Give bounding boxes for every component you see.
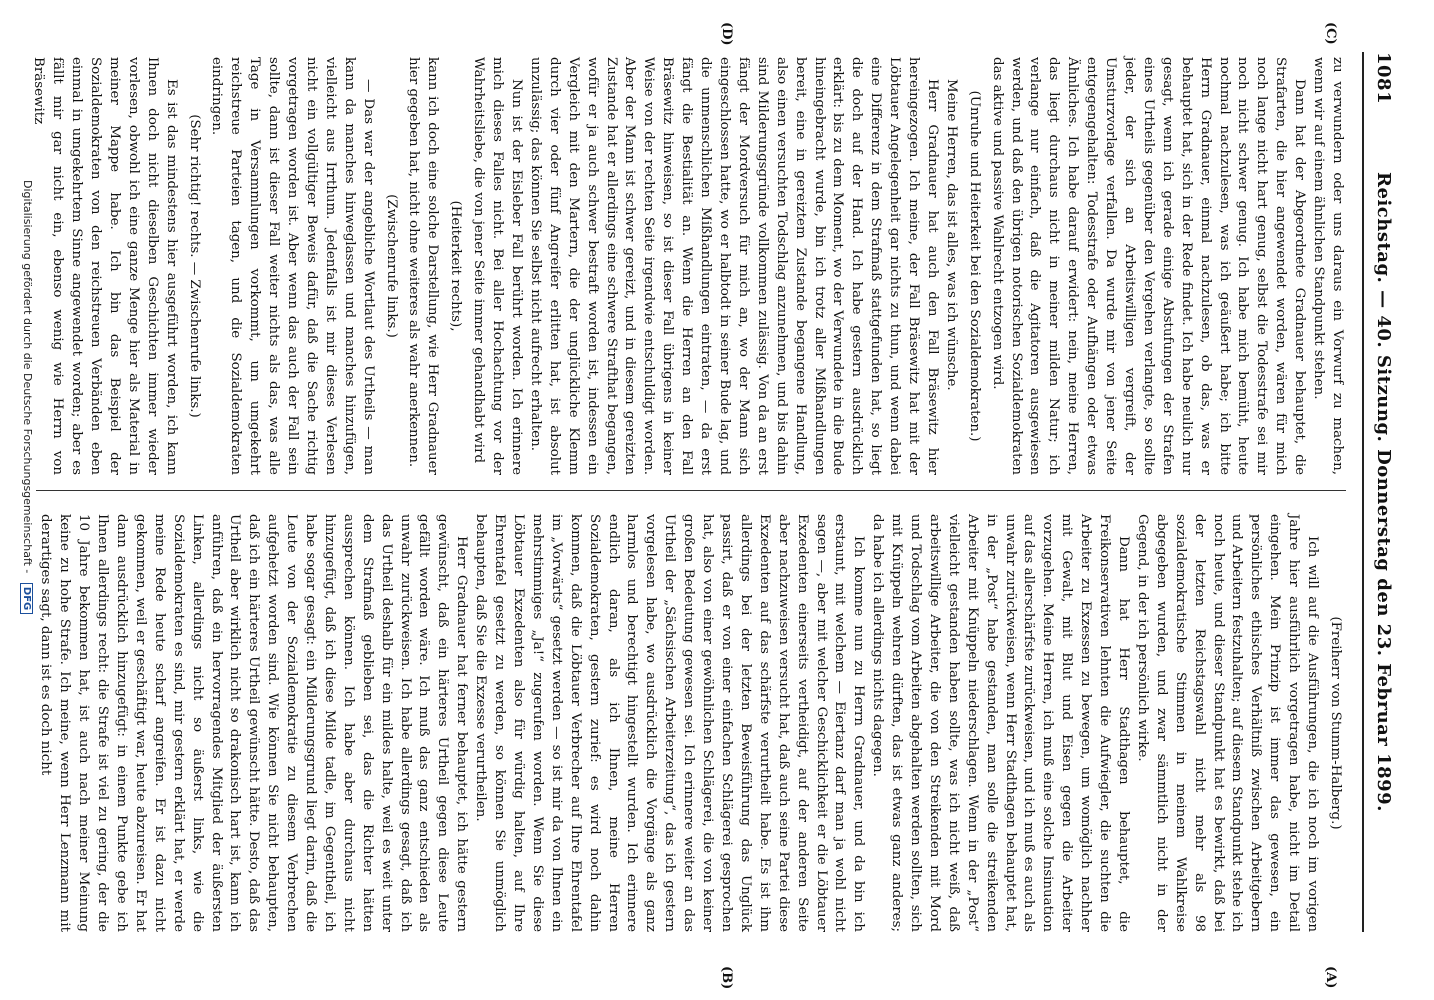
interjection: (Heiterkeit rechts), (448, 200, 464, 332)
paragraph: Ich will auf die Ausführungen, die ich noch im vorigen Jahre hier ausführlich vorgetragen habe, nicht im Detail eingehen. Mein Prinzip ist immer das gewesen, ein persönliches ethisches Verhältniß zwischen Arbeitgebern und Arbeitern festzuhalten; auf diesem Standpunkt stehe ich noch heute, und dieser Standpunkt hat es bewirkt, daß bei der letzten Reichstagswahl nicht mehr als 98 sozialdemokratische Stimmen in meinem Wahlkreise abgegeben wurden, und zwar sämmtlich nicht in der Gegend, in der ich persönlich wirke. (1134, 514, 1321, 932)
paragraph: Ich komme nun zu Herrn Gradnauer, und da bin ich erstaunt, mit welchem — Eiertanz darf man ja wohl nicht sagen —, aber mit welcher Geschicklichkeit er die Löbtauer Exzedenten einerseits vertheidigt, auf der anderen Seite aber nachzuweisen versucht hat, daß auch seine Partei diese Exzedenten auf das schärfste verurtheilt habe. Es ist ihm allerdings bei der letzten Beweisführung das Unglück passirt, daß er von einer einfachen Schlägerei gesprochen hat, also von einer gewöhnlichen Schlägerei, die von keiner großen Bedeutung gewesen sei. Ich erinnere weiter an das Urtheil der „Sächsischen Arbeiterzeitung“, das ich gestern vorgelesen habe, wo ausdrücklich die Vorgänge als ganz harmlos und berechtigt hingestellt wurden. Ich erinnere endlich daran, als ich Ihnen, meine Herren Sozialdemokraten, gestern zurief: es wird noch dahin kommen, daß die Löbtauer Verbrecher auf Ihre Ehrentafel im „Vorwärts“ gesetzt werden — so ist mir da von Ihnen ein mehrstimmiges „Ja!“ zugerufen worden. Wenn Sie diese Löbtauer Exzedenten also für würdig halten, auf Ihre Ehrentafel gesetzt zu werden, so können Sie unmöglich behaupten, daß Sie die Exzesse verurtheilen. (473, 514, 867, 932)
paragraph: Dann hat Herr Stadthagen behauptet, die Freikonservativen lehnten die Aufwiegler, die suchten die Arbeiter zu Exzessen zu bewegen, um womöglich nachher mit Gewalt, mit Blut und Eisen gegen die Arbeiter vorzugehen. Meine Herren, ich muß eine solche Insinuation auf das allerschärfste zurückweisen, und ich muß es auch als unwahr zurückweisen, wenn Herr Stadthagen behauptet hat, in der „Post“ habe gestanden, man solle die streikenden Arbeiter mit Knüppeln niederschlagen. Wenn in der „Post“ vielleicht gestanden haben sollte, was ich nicht weiß, daß arbeitswillige Arbeiter, die von den Streikenden mit Mord und Todschlag vom Arbeiten abgehalten werden sollten, sich mit Knüppeln wehren dürften, das ist etwas ganz anderes; da habe ich allerdings nichts dagegen. (870, 514, 1132, 932)
column-divider (36, 490, 1346, 491)
left-column (28, 57, 1346, 475)
margin-letter-c: (C) (1323, 22, 1338, 45)
interjection: (Zwischenrufe links.) (383, 194, 399, 338)
paragraph: kann ich doch eine solche Darstellung, wie Herr Gradnauer hier gegeben hat, nicht ohne weiteres als wahr anerkennen. (406, 57, 441, 475)
running-head (1362, 52, 1404, 932)
margin-letter-b: (B) (719, 966, 734, 990)
margin-letter-d: (D) (719, 22, 734, 46)
page-title: Reichstag. — 40. Sitzung. Donnerstag den 23. Februar 1899. (1373, 172, 1394, 812)
speaker-name: (Freiherr von Stumm-Halberg.) (1328, 616, 1343, 830)
credit-text: Digitalisierung gefördert durch die Deutsche Forschungsgemeinschaft - (21, 180, 34, 574)
digitization-credit (20, 180, 34, 940)
margin-letter-a: (A) (1323, 966, 1338, 989)
paragraph: — Das war der angebliche Wortlaut des Urtheils — man kann da manches hinweglassen und manches hinzufügen, vielleicht aus Irrthum. Jedenfalls ist mir dieses Verlesen nicht ein vollgültiger Beweis dafür, daß die Sache richtig vorgetragen worden ist. Aber wenn das auch der Fall sein sollte, dann ist dieser Fall weiter nichts als das, was alle Tage in Versammlungen vorkommt, um umgekehrt reichstreue Parteien tagen, und die Sozialdemokraten eindringen. (209, 57, 376, 475)
paragraph: Nun ist der Eisleber Fall berührt worden. Ich erinnere mich dieses Falles nicht. Bei aller Hochachtung vor der Wahrheitsliebe, die von jener Seite immer gehandhabt wird (471, 57, 525, 475)
paragraph: Es ist das mindestens hier ausgeführt worden, ich kann Ihnen doch nicht dieselben Geschichten immer wieder vorlesen, obwohl ich eine ganze Menge hier als Material in meiner Mappe habe. Ich bin das Beispiel der Sozialdemokraten von den reichstreuen Verbänden eben einmal in umgekehrtem Sinne angewendet worden; aber es fällt mir gar nicht ein, ebenso wenig wie Herrn von Bräsewitz (31, 57, 179, 475)
dfg-logo: DFG (20, 583, 33, 614)
paragraph: Meine Herren, das ist alles, was ich wünsche. (943, 79, 959, 391)
paragraph: zu verwundern oder uns daraus ein Vorwurf zu machen, wenn wir auf einem ähnlichen Standpunkt stehen. (1311, 57, 1345, 475)
interjection: (Sehr richtig! rechts. — Zwischenrufe links.) (186, 114, 202, 418)
paragraph: Dann hat der Abgeordnete Gradnauer behauptet, die Strafarten, die hier angewendet worden, wären für mich noch lange nicht hart genug, selbst die Todesstrafe sei mir noch nicht schwer genug. Ich habe mich bemüht, heute nochmal nachzulesen, was ich geäußert habe; ich bitte Herrn Gradnauer, einmal nachzulesen, ob das, was er behauptet hat, sich in der Rede findet. Ich habe neulich nur gesagt, wenn ich gerade einige Abstufungen der Strafen eines Urtheils gegenüber den Vergehen verlangte, so sollte jeder, der sich an Arbeitswilligen vergreift, der Umsturzvorlage verfallen. Da wurde mir von jener Seite entgegengehalten: Todesstrafe oder Aufhängen oder etwas Ähnliches. Ich habe darauf erwidert: nein, meine Herren, das liegt durchaus nicht in meiner milden Natur; ich verlange nur einfach, daß die Agitatoren ausgewiesen werden, und daß den übrigen notorischen Sozialdemokraten das aktive und passive Wahlrecht entzogen wird. (989, 57, 1308, 475)
paragraph: Herr Gradnauer hat ferner behauptet, ich hätte gestern gewünscht, daß ein härteres Urtheil gegen diese Leute gefällt worden wäre. Ich muß das ganz entschieden als unwahr zurückweisen. Ich habe allerdings gesagt, daß ich das Urtheil deshalb für ein mildes halte, weil es weit unter dem Strafmaß geblieben sei, das die Richter hätten aussprechen können. Ich habe aber durchaus nicht hinzugefügt, daß ich diese Milde tadle, im Gegentheil, ich habe sogar gesagt: ein Milderungsgrund liegt darin, daß die Leute von der Sozialdemokratie zu diesem Verbrechen aufgehetzt worden sind. Wie können Sie nicht behaupten, daß ich ein härteres Urtheil gewünscht hätte. Desto, daß das Urtheil aber wirklich nicht so drakonisch hart ist, kann ich anführen, daß ein hervorragendes Mitglied der äußersten Linken, allerdings nicht so äußerst links, wie die Sozialdemokraten es sind, mir gestern erklärt hat, er werde meine Rede heute scharf angreifen. Er ist dazu nicht gekommen, weil er geschäftigt war, heute abzureisen. Er hat dann ausdrücklich hinzugefügt: in einem Punkte gebe ich Ihnen allerdings recht: die Strafe ist viel zu gering, der die 10 Jahre bekommen hat, ist auch nach meiner Meinung keine zu hohe Strafe. Ich meine, wenn Herr Lenzmann mit derartiges sagt, dann ist es doch nicht (38, 514, 470, 932)
page-number: 1081 (1373, 52, 1394, 105)
right-column (35, 514, 1346, 932)
paragraph: Herr Gradnauer hat auch den Fall Bräsewitz hier hereingezogen. Ich meine, der Fall Bräsewitz hat mit der Löbtauer Angelegenheit gar nichts zu thun, und wenn dabei eine Differenz in dem Strafmaß stattgefunden hat, so liegt die doch auf der Hand. Ich habe gestern ausdrücklich erklärt: bis zu dem Moment, wo der Verwundete in die Bude hineingebracht wurde, bin ich trotz aller Mißhandlungen bereit, eine in gereiztem Zustande begangene Handlung, also einen versuchten Todschlag anzunehmen, und bis dahin sind Milderungsgründe vollkommen zulässig. Von da an erst fängt der Mordversuch für mich an, wo der Mann sich eingeschlossen hatte, wo er halbtodt in seiner Bude lag, und die unmenschlichen Mißhandlungen eintraten, — da erst fängt die Bestialität an. Wenn die Herren an den Fall Bräsewitz hinweisen, so ist dieser Fall übrigens in keiner Weise von der rechten Seite irgendwie entschuldigt worden. Aber der Mann ist schwer gereizt, und in diesem gereizten Zustande hat er allerdings eine schwere Strafthat begangen, wofür er ja auch schwer bestraft worden ist, indessen ein Vergleich mit den Martern, die der unglückliche Klemm durch vier oder fünf Angreifer erlitten hat, ist absolut unzulässig; das können Sie selbst nicht aufrecht erhalten. (527, 57, 940, 475)
interjection: (Unruhe und Heiterkeit bei den Sozialdemokraten.) (966, 90, 982, 442)
